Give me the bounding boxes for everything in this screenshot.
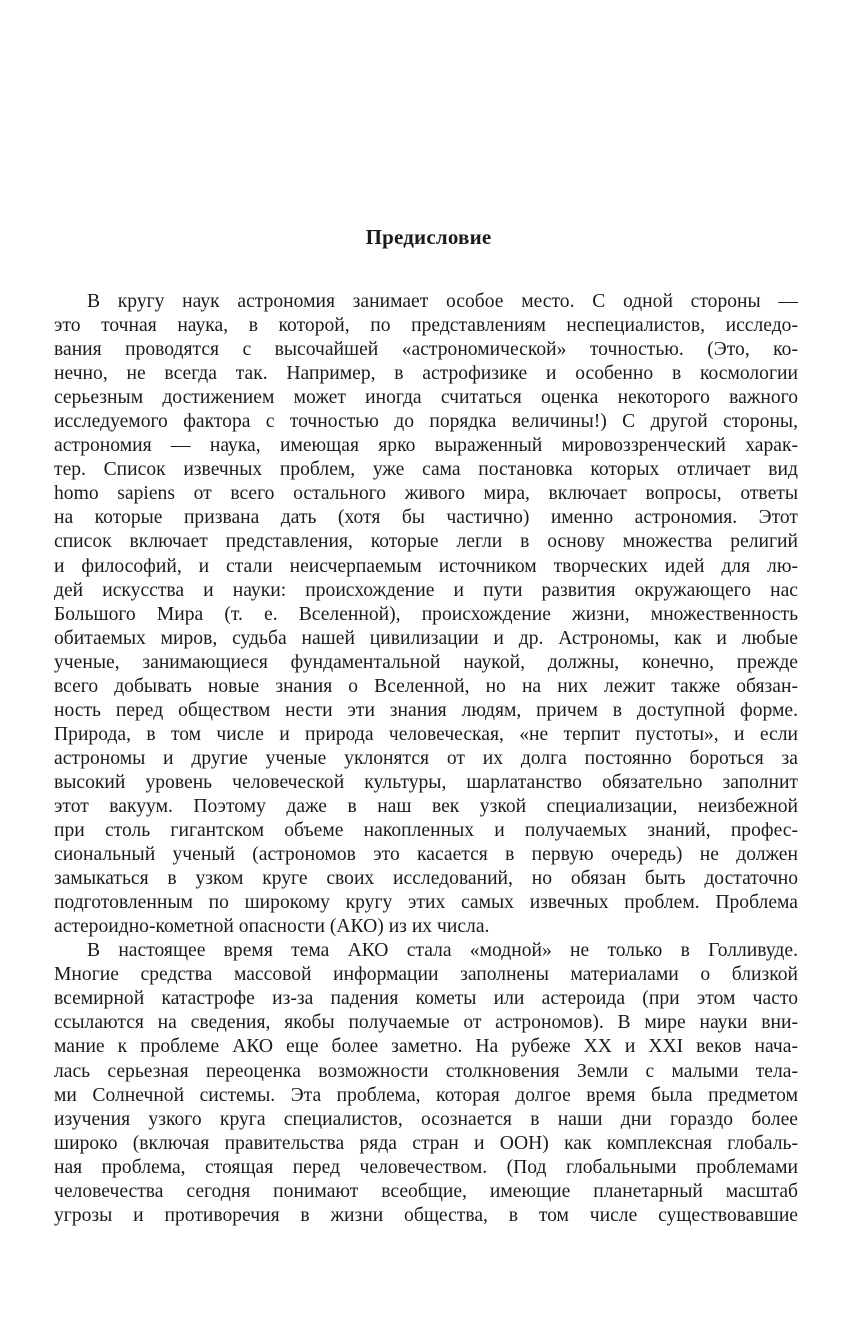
text-line: тер. Список извечных проблем, уже сама постановка которых отличает вид (54, 459, 798, 481)
text-line: этот вакуум. Поэтому даже в наш век узкой специализации, неизбежной (54, 795, 798, 817)
text-line: дей искусства и науки: происхождение и пути развития окружающего нас (54, 579, 798, 601)
text-line: мание к проблеме АКО еще более заметно. На рубеже XX и XXI веков нача- (54, 1036, 798, 1058)
text-line: Большого Мира (т. е. Вселенной), происхождение жизни, множественность (54, 603, 798, 625)
text-line: ми Солнечной системы. Эта проблема, которая долгое время была предметом (54, 1084, 798, 1106)
text-line: ная проблема, стоящая перед человечеством. (Под глобальными проблемами (54, 1156, 798, 1178)
text-line: и философий, и стали неисчерпаемым источником творческих идей для лю- (54, 555, 798, 577)
text-line: нечно, не всегда так. Например, в астрофизике и особенно в космологии (54, 363, 798, 385)
text-line: на которые призвана дать (хотя бы частично) именно астрономия. Этот (54, 507, 798, 529)
text-line: В настоящее время тема АКО стала «модной» не только в Голливуде. (87, 940, 798, 962)
text-line: всего добывать новые знания о Вселенной, но на них лежит также обязан- (54, 675, 798, 697)
text-line: человечества сегодня понимают всеобщие, имеющие планетарный масштаб (54, 1180, 798, 1202)
text-line: список включает представления, которые легли в основу множества религий (54, 531, 798, 553)
text-line: замыкаться в узком круге своих исследований, но обязан быть достаточно (54, 868, 798, 890)
paragraph (54, 939, 798, 1228)
paragraph (54, 290, 798, 939)
text-line: астрономия — наука, имеющая ярко выраженный мировоззренческий харак- (54, 435, 798, 457)
text-line: широко (включая правительства ряда стран и ООН) как комплексная глобаль- (54, 1132, 798, 1154)
text-line: вания проводятся с высочайшей «астрономической» точностью. (Это, ко- (54, 339, 798, 361)
text-line: подготовленным по широкому кругу этих самых извечных проблем. Проблема (54, 892, 798, 914)
text-line: высокий уровень человеческой культуры, шарлатанство обязательно заполнит (54, 771, 798, 793)
text-line: астрономы и другие ученые уклонятся от их долга постоянно бороться за (54, 747, 798, 769)
text-line: ссылаются на сведения, якобы получаемые от астрономов). В мире науки вни- (54, 1012, 798, 1034)
text-line: исследуемого фактора с точностью до порядка величины!) С другой стороны, (54, 411, 798, 433)
text-line: ность перед обществом нести эти знания людям, причем в доступной форме. (54, 699, 798, 721)
text-line: обитаемых миров, судьба нашей цивилизации и др. Астрономы, как и любые (54, 627, 798, 649)
text-line: лась серьезная переоценка возможности столкновения Земли с малыми тела- (54, 1060, 798, 1082)
text-line: астероидно-кометной опасности (АКО) из их числа. (54, 916, 490, 938)
text-line: это точная наука, в которой, по представлениям неспециалистов, исследо- (54, 315, 798, 337)
text-line: В кругу наук астрономия занимает особое место. С одной стороны — (87, 291, 798, 312)
text-line: при столь гигантском объеме накопленных и получаемых знаний, профес- (54, 820, 798, 842)
text-line: homo sapiens от всего остального живого мира, включает вопросы, ответы (54, 483, 798, 505)
text-line: Природа, в том числе и природа человеческая, «не терпит пустоты», и если (54, 723, 798, 745)
body-text (54, 290, 798, 1228)
text-line: всемирной катастрофе из-за падения кометы или астероида (при этом часто (54, 988, 798, 1010)
text-line: угрозы и противоречия в жизни общества, в том числе существовавшие (54, 1204, 798, 1226)
text-line: Многие средства массовой информации заполнены материалами о близкой (54, 964, 798, 986)
text-line: серьезным достижением может иногда считаться оценка некоторого важного (54, 387, 798, 409)
text-line: сиональный ученый (астрономов это касается в первую очередь) не должен (54, 844, 798, 866)
chapter-title: Предисловие (365, 225, 492, 249)
text-line: ученые, занимающиеся фундаментальной наукой, должны, конечно, прежде (54, 651, 798, 673)
text-line: изучения узкого круга специалистов, осознается в наши дни гораздо более (54, 1108, 798, 1130)
